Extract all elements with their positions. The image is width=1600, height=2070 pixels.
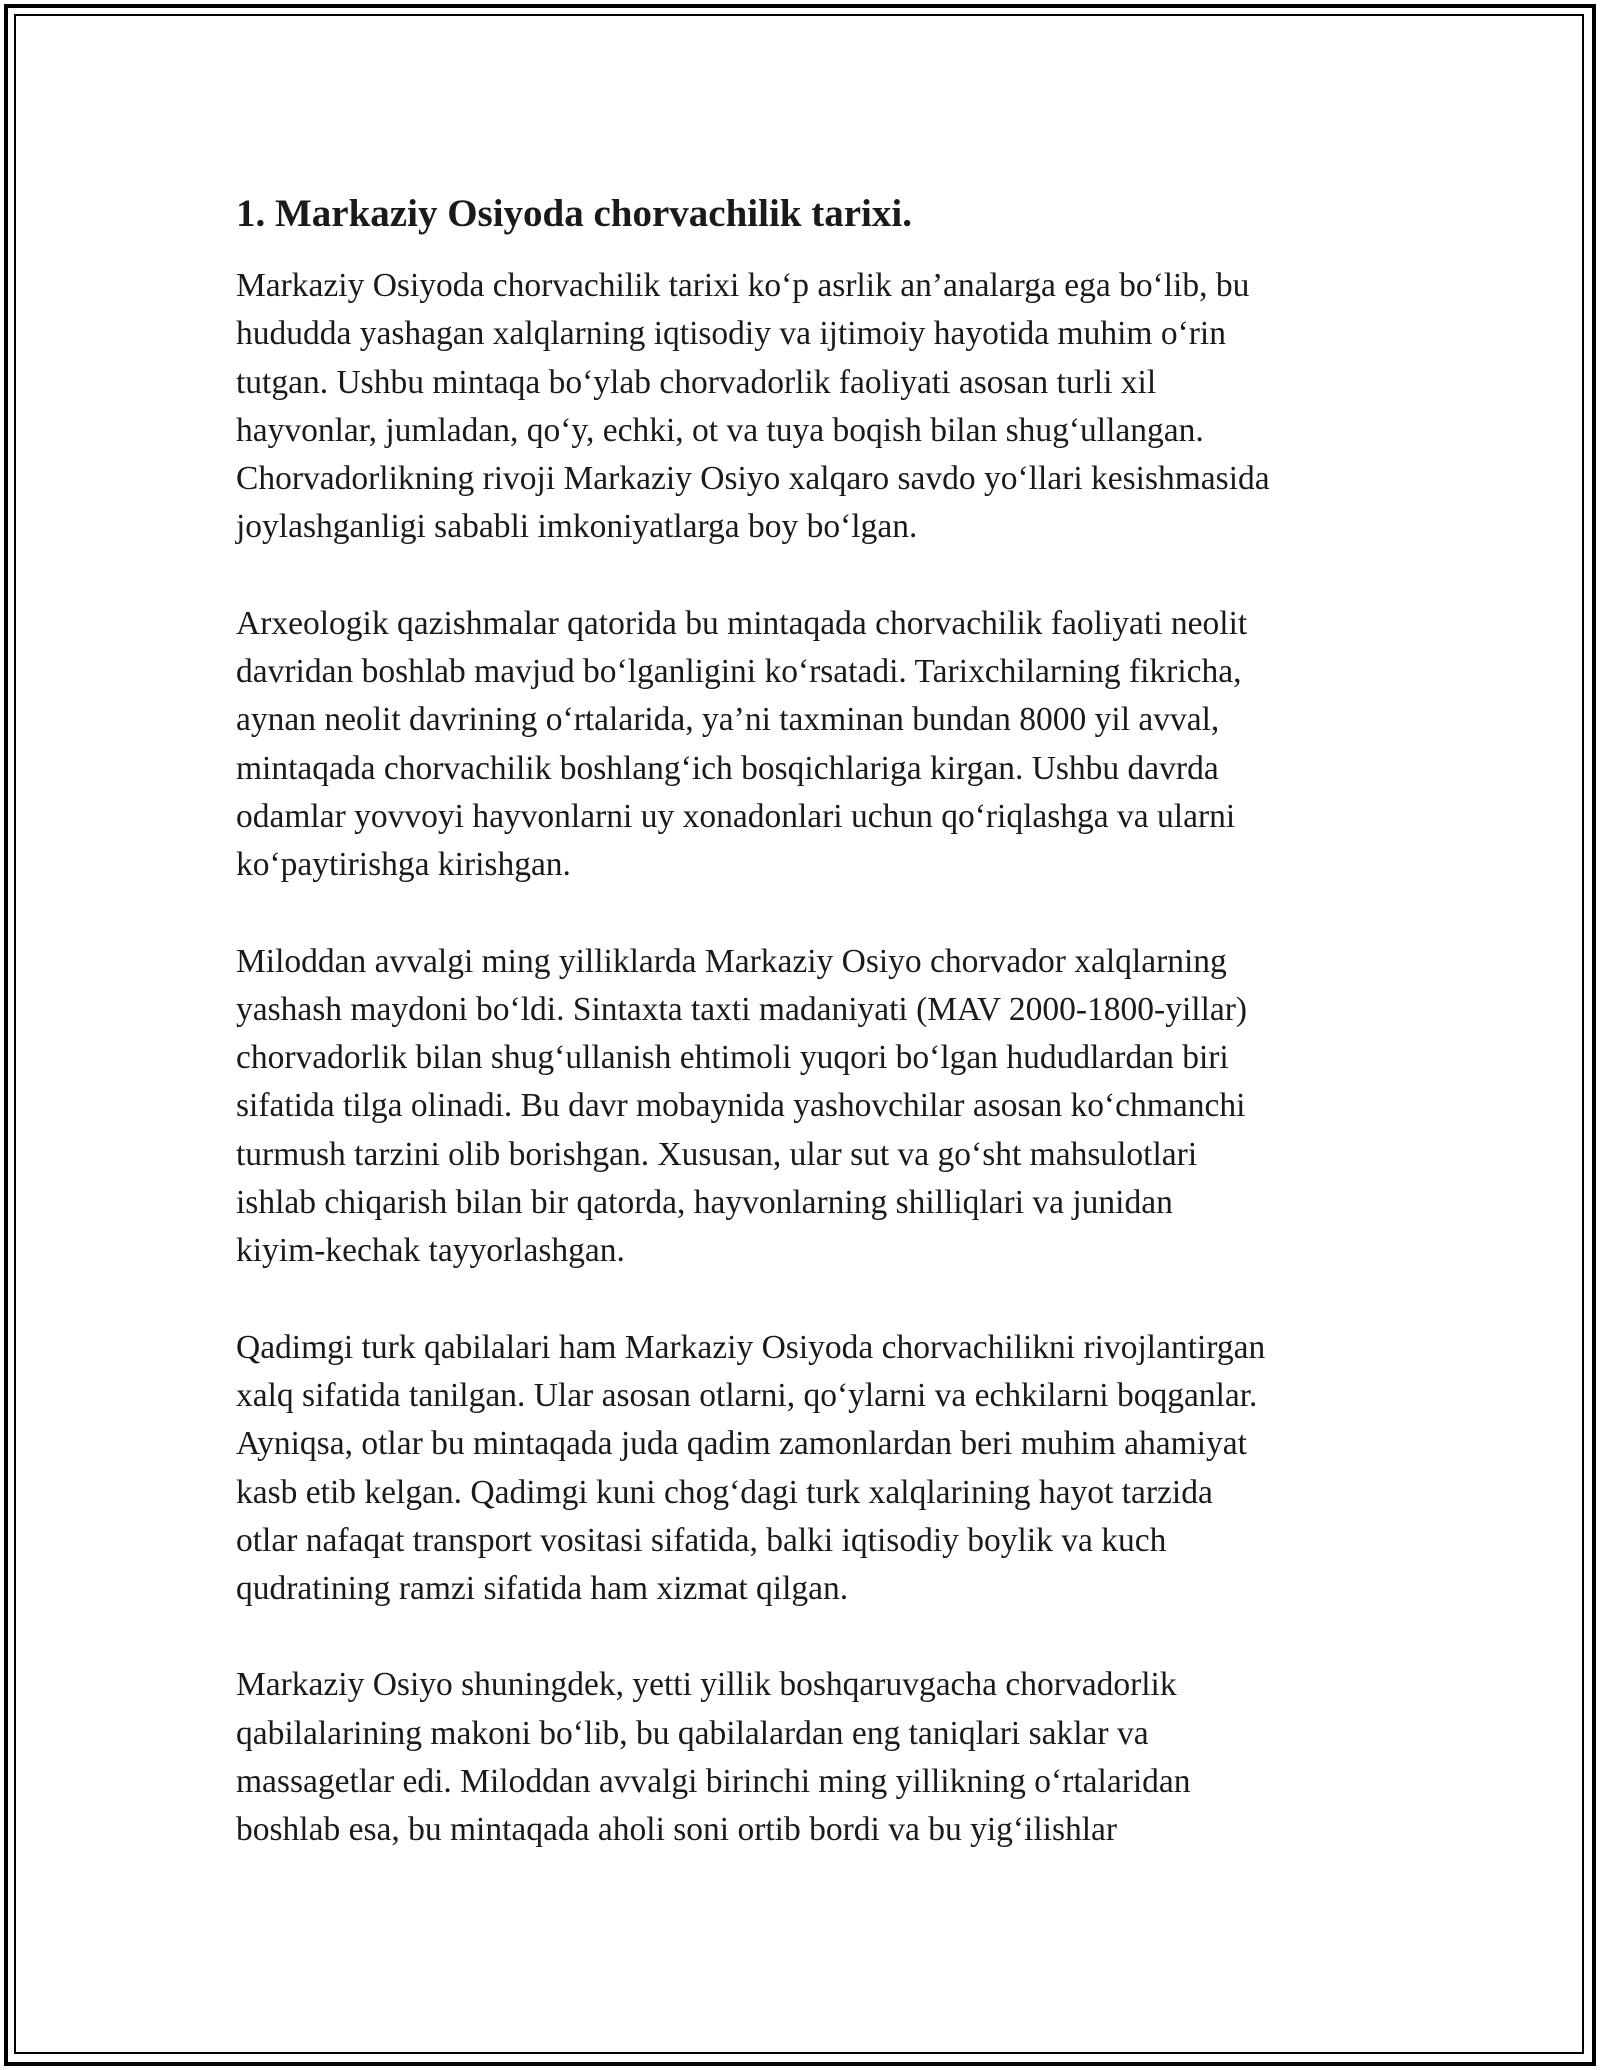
paragraph-line: Chorvadorlikning rivoji Markaziy Osiyo xalqaro savdo yo‘llari kesishmasida (236, 460, 1270, 498)
paragraph-line: qudratining ramzi sifatida ham xizmat qilgan. (236, 1570, 849, 1608)
paragraph-line: yashash maydoni bo‘ldi. Sintaxta taxti madaniyati (MAV 2000-1800-yillar) (236, 990, 1248, 1028)
paragraph-line: kiyim-kechak tayyorlashgan. (236, 1232, 625, 1270)
paragraph-line: chorvadorlik bilan shug‘ullanish ehtimoli yuqori bo‘lgan hududlardan biri (236, 1039, 1229, 1077)
paragraph-line: Qadimgi turk qabilalari ham Markaziy Osiyoda chorvachilikni rivojlantirgan (236, 1328, 1266, 1366)
document-body (236, 188, 1386, 1903)
paragraph-line: tutgan. Ushbu mintaqa bo‘ylab chorvadorlik faoliyati asosan turli xil (236, 363, 1157, 401)
paragraphs-container (236, 262, 1386, 1855)
paragraph-line: kasb etib kelgan. Qadimgi kuni chog‘dagi turk xalqlarining hayot tarzida (236, 1473, 1213, 1511)
paragraph-line: Markaziy Osiyo shuningdek, yetti yillik boshqaruvgacha chorvadorlik (236, 1666, 1177, 1704)
paragraph-line: turmush tarzini olib borishgan. Xususan, ular sut va go‘sht mahsulotlari (236, 1135, 1198, 1173)
paragraph-line: qabilalarining makoni bo‘lib, bu qabilalardan eng taniqlari saklar va (236, 1714, 1149, 1752)
paragraph-line: hayvonlar, jumladan, qo‘y, echki, ot va tuya boqish bilan shug‘ullangan. (236, 411, 1204, 449)
paragraph (236, 1324, 1386, 1614)
paragraph-line: odamlar yovvoyi hayvonlarni uy xonadonlari uchun qo‘riqlashga va ularni (236, 797, 1236, 835)
paragraph-line: mintaqada chorvachilik boshlang‘ich bosqichlariga kirgan. Ushbu davrda (236, 749, 1219, 787)
paragraph-line: Miloddan avvalgi ming yilliklarda Markaziy Osiyo chorvador xalqlarning (236, 942, 1227, 980)
paragraph-line: joylashganligi sababli imkoniyatlarga boy bo‘lgan. (236, 508, 918, 546)
paragraph-line: aynan neolit davrining o‘rtalarida, ya’ni taxminan bundan 8000 yil avval, (236, 701, 1220, 739)
paragraph (236, 600, 1386, 890)
paragraph-line: ishlab chiqarish bilan bir qatorda, hayvonlarning shilliqlari va junidan (236, 1184, 1173, 1222)
paragraph-line: davridan boshlab mavjud bo‘lganligini ko‘rsatadi. Tarixchilarning fikricha, (236, 653, 1242, 691)
paragraph-line: Ayniqsa, otlar bu mintaqada juda qadim zamonlardan beri muhim ahamiyat (236, 1425, 1247, 1463)
paragraph-line: otlar nafaqat transport vositasi sifatida, balki iqtisodiy boylik va kuch (236, 1521, 1167, 1559)
paragraph-line: boshlab esa, bu mintaqada aholi soni ortib bordi va bu yig‘ilishlar (236, 1811, 1118, 1849)
paragraph-line: sifatida tilga olinadi. Bu davr mobaynida yashovchilar asosan ko‘chmanchi (236, 1087, 1246, 1125)
paragraph-line: massagetlar edi. Miloddan avvalgi birinchi ming yillikning o‘rtalaridan (236, 1763, 1191, 1801)
section-heading: 1. Markaziy Osiyoda chorvachilik tarixi. (236, 192, 912, 235)
paragraph (236, 262, 1386, 552)
paragraph-line: ko‘paytirishga kirishgan. (236, 846, 571, 884)
paragraph-line: Markaziy Osiyoda chorvachilik tarixi ko‘p asrlik an’analarga ega bo‘lib, bu (236, 267, 1250, 304)
paragraph-line: xalq sifatida tanilgan. Ular asosan otlarni, qo‘ylarni va echkilarni boqganlar. (236, 1376, 1258, 1414)
paragraph (236, 938, 1386, 1276)
paragraph (236, 1661, 1386, 1854)
paragraph-line: hududda yashagan xalqlarning iqtisodiy va ijtimoiy hayotida muhim o‘rin (236, 315, 1226, 353)
paragraph-line: Arxeologik qazishmalar qatorida bu mintaqada chorvachilik faoliyati neolit (236, 604, 1248, 642)
